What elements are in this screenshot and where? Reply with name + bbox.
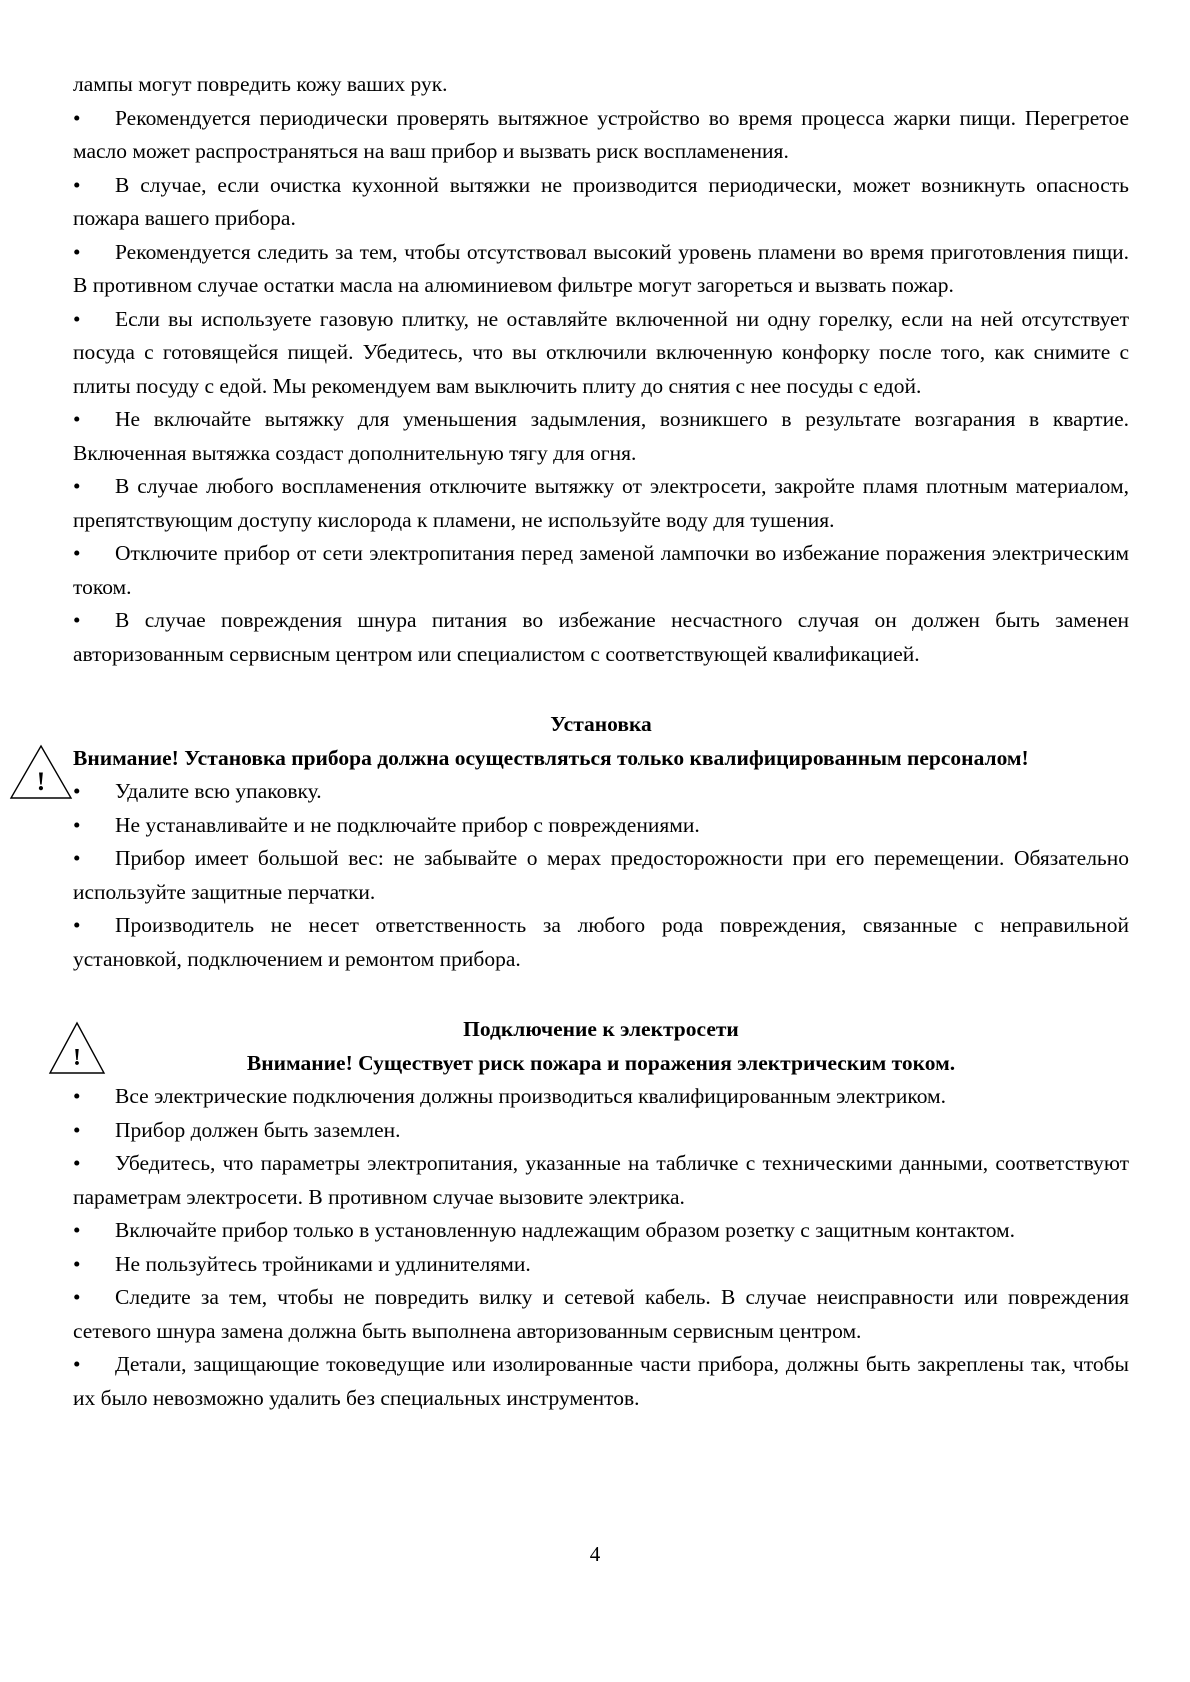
list-item — [73, 775, 1129, 809]
bullet-mark: • — [73, 239, 81, 264]
list-item-text: Если вы используете газовую плитку, не оставляйте включенной ни одну горелку, если на ней отсутствует посуда с готовящейся пищей. Убедитесь, что вы отключили включенную конфорку после того, как снимите с плиты посуду с едой. Мы рекомендуем вам выключить плиту до снятия с нее посуды с едой. — [73, 306, 1129, 398]
bullet-mark: • — [73, 1151, 81, 1175]
list-item-text: Не пользуйтесь тройниками и удлинителями. — [115, 1251, 531, 1276]
list-item — [73, 403, 1129, 470]
list-item-text: Убедитесь, что параметры электропитания, указанные на табличке с техническими данными, соответствуют параметрам электросети. В противном случае вызовите электрика. — [73, 1151, 1129, 1209]
bullet-mark: • — [73, 812, 81, 837]
list-item-text: В случае любого воспламенения отключите вытяжку от электросети, закройте пламя плотным материалом, препятствующим доступу кислорода к пламени, не используйте воду для тушения. — [73, 474, 1129, 532]
bullet-mark: • — [73, 1251, 81, 1276]
bullet-mark: • — [73, 1084, 81, 1108]
list-item-text: Включайте прибор только в установленную надлежащим образом розетку с защитным контактом. — [115, 1218, 1016, 1242]
list-item-text: Не устанавливайте и не подключайте прибор с повреждениями. — [115, 812, 700, 837]
list-item-text: Прибор должен быть заземлен. — [115, 1117, 401, 1142]
list-item-text: Прибор имеет большой вес: не забывайте о мерах предосторожности при его перемещении. Обязательно используйте защитные перчатки. — [73, 846, 1129, 904]
list-item-text: Производитель не несет ответственность за любого рода повреждения, связанные с неправильной установкой, подключением и ремонтом прибора. — [73, 913, 1129, 971]
list-item — [73, 169, 1129, 236]
list-item — [73, 1281, 1129, 1348]
bullet-mark: • — [73, 306, 81, 331]
list-item-text: Не включайте вытяжку для уменьшения задымления, возникшего в результате возгарания в квартие. Включенная вытяжка создаст дополнительную тягу для огня. — [73, 407, 1129, 465]
list-item — [73, 809, 1129, 843]
bullet-mark: • — [73, 608, 81, 632]
list-item — [73, 1348, 1129, 1415]
list-item — [73, 1248, 1129, 1282]
bullet-mark: • — [73, 172, 81, 197]
list-item — [73, 537, 1129, 604]
bullet-mark: • — [73, 474, 81, 498]
bullet-mark: • — [73, 1285, 81, 1309]
bullet-mark: • — [73, 1218, 81, 1242]
list-item — [73, 842, 1129, 909]
list-item — [73, 1114, 1129, 1148]
list-item — [73, 102, 1129, 169]
list-item-text: Рекомендуется следить за тем, чтобы отсутствовал высокий уровень пламени во время приготовления пищи. В противном случае остатки масла на алюминиевом фильтре могут загореться и вызвать пожар. — [73, 239, 1129, 297]
electrical-heading: Подключение к электросети — [463, 1017, 739, 1041]
bullet-mark: • — [73, 1117, 81, 1142]
list-item-text: Детали, защищающие токоведущие или изолированные части прибора, должны быть закреплены так, чтобы их было невозможно удалить без специальных инструментов. — [73, 1352, 1129, 1410]
installation-section — [36, 708, 1129, 976]
list-item — [73, 236, 1129, 303]
bullet-mark: • — [73, 541, 81, 565]
bullet-mark: • — [73, 1352, 81, 1376]
list-item-text: Следите за тем, чтобы не повредить вилку и сетевой кабель. В случае неисправности или повреждения сетевого шнура замена должна быть выполнена авторизованным сервисным центром. — [73, 1285, 1129, 1343]
page-number: 4 — [589, 1542, 601, 1566]
bullet-mark: • — [73, 913, 81, 937]
warning-triangle-icon — [9, 744, 73, 800]
list-item-text: В случае, если очистка кухонной вытяжки не производится периодически, может возникнуть опасность пожара вашего прибора. — [73, 172, 1129, 230]
bullet-mark: • — [73, 779, 81, 803]
electrical-section — [73, 1013, 1129, 1415]
electrical-list — [73, 1080, 1129, 1415]
list-item — [73, 604, 1129, 671]
warning-mark: ! — [73, 1045, 81, 1071]
bullet-mark: • — [73, 846, 81, 870]
list-item-text: Удалите всю упаковку. — [115, 779, 322, 803]
installation-heading: Установка — [550, 712, 652, 736]
intro-text: лампы могут повредить кожу ваших рук. — [73, 72, 448, 96]
installation-list — [73, 775, 1129, 976]
page-content — [36, 68, 1129, 1415]
list-item-text: Отключите прибор от сети электропитания перед заменой лампочки во избежание поражения электрическим током. — [73, 541, 1129, 599]
list-item — [73, 1214, 1129, 1248]
list-item-text: Все электрические подключения должны производиться квалифицированным электриком. — [115, 1084, 947, 1108]
list-item — [73, 1147, 1129, 1214]
list-item — [73, 1080, 1129, 1114]
list-item — [73, 303, 1129, 404]
safety-list — [73, 102, 1129, 672]
installation-warning: Внимание! Установка прибора должна осуществляться только квалифицированным персоналом! — [73, 745, 1029, 770]
warning-triangle-icon — [48, 1021, 106, 1075]
bullet-mark: • — [73, 407, 81, 431]
list-item — [73, 470, 1129, 537]
list-item-text: Рекомендуется периодически проверять вытяжное устройство во время процесса жарки пищи. Перегретое масло может распространяться на ваш прибор и вызвать риск воспламенения. — [73, 105, 1129, 163]
list-item-text: В случае повреждения шнура питания во избежание несчастного случая он должен быть заменен авторизованным сервисным центром или специалистом с соответствующей квалификацией. — [73, 608, 1129, 666]
electrical-warning: Внимание! Существует риск пожара и поражения электрическим током. — [246, 1050, 956, 1075]
warning-mark: ! — [36, 767, 46, 796]
list-item — [73, 909, 1129, 976]
bullet-mark: • — [73, 105, 81, 130]
